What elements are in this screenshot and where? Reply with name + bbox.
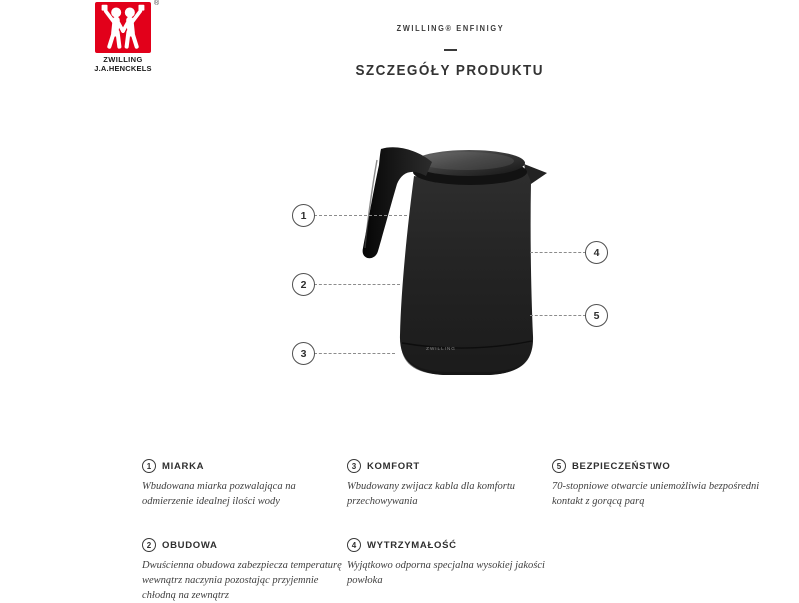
callout-line-2	[314, 284, 400, 285]
callout-line-4	[530, 252, 586, 253]
callout-badge-4	[585, 241, 608, 264]
brand-name-line2: J.A.HENCKELS	[94, 63, 152, 73]
callout-number: 5	[593, 309, 600, 322]
feature-komfort	[347, 459, 547, 509]
feature-description: 70-stopniowe otwarcie uniemożliwia bezpośredni kontakt z gorącą parą	[552, 481, 760, 507]
feature-title: MIARKA	[162, 460, 205, 472]
kettle-illustration	[280, 130, 620, 390]
callout-badge-3	[292, 342, 315, 365]
page-header	[101, 18, 799, 80]
collection-name: ZWILLING® ENFINIGY	[396, 24, 504, 33]
callout-line-3	[314, 353, 395, 354]
brand-name-line1: ZWILLING	[103, 55, 143, 64]
callout-number: 1	[300, 209, 307, 222]
callout-badge-5	[585, 304, 608, 327]
feature-number-badge: 3	[347, 459, 361, 473]
feature-title: BEZPIECZEŃSTWO	[572, 460, 671, 472]
feature-title: KOMFORT	[367, 460, 420, 472]
page-title: SZCZEGÓŁY PRODUKTU	[355, 62, 545, 79]
registered-trademark-symbol: ®	[154, 0, 160, 7]
feature-miarka	[142, 459, 342, 509]
feature-number-badge: 4	[347, 538, 361, 552]
feature-number-badge: 1	[142, 459, 156, 473]
callout-line-1	[314, 215, 407, 216]
callout-number: 3	[300, 347, 307, 360]
feature-description: Wyjątkowo odporna specjalna wysokiej jakości powłoka	[347, 560, 545, 586]
feature-title: WYTRZYMAŁOŚĆ	[367, 539, 457, 551]
feature-bezpieczenstwo	[552, 459, 762, 509]
callout-badge-1	[292, 204, 315, 227]
callout-number: 4	[593, 246, 600, 259]
callout-badge-2	[292, 273, 315, 296]
callout-number: 2	[300, 278, 307, 291]
feature-heading	[347, 459, 547, 473]
feature-number-badge: 2	[142, 538, 156, 552]
kettle-brand-label: ZWILLING	[426, 346, 456, 351]
feature-heading	[142, 459, 342, 473]
feature-description: Wbudowana miarka pozwalająca na odmierzenie idealnej ilości wody	[142, 481, 296, 507]
feature-description: Dwuścienna obudowa zabezpiecza temperaturę wewnątrz naczynia pozostając przyjemnie chłodną na zewnątrz	[142, 560, 342, 601]
feature-number-badge: 5	[552, 459, 566, 473]
feature-description: Wbudowany zwijacz kabla dla komfortu przechowywania	[347, 481, 515, 507]
feature-obudowa	[142, 538, 352, 603]
feature-heading	[552, 459, 762, 473]
product-figure	[280, 130, 620, 390]
feature-title: OBUDOWA	[162, 539, 218, 551]
callout-line-5	[530, 315, 586, 316]
feature-heading	[347, 538, 547, 552]
feature-heading	[142, 538, 352, 552]
header-divider	[444, 49, 457, 51]
kettle-lid-highlight	[418, 152, 514, 170]
feature-wytrzymalosc	[347, 538, 547, 588]
